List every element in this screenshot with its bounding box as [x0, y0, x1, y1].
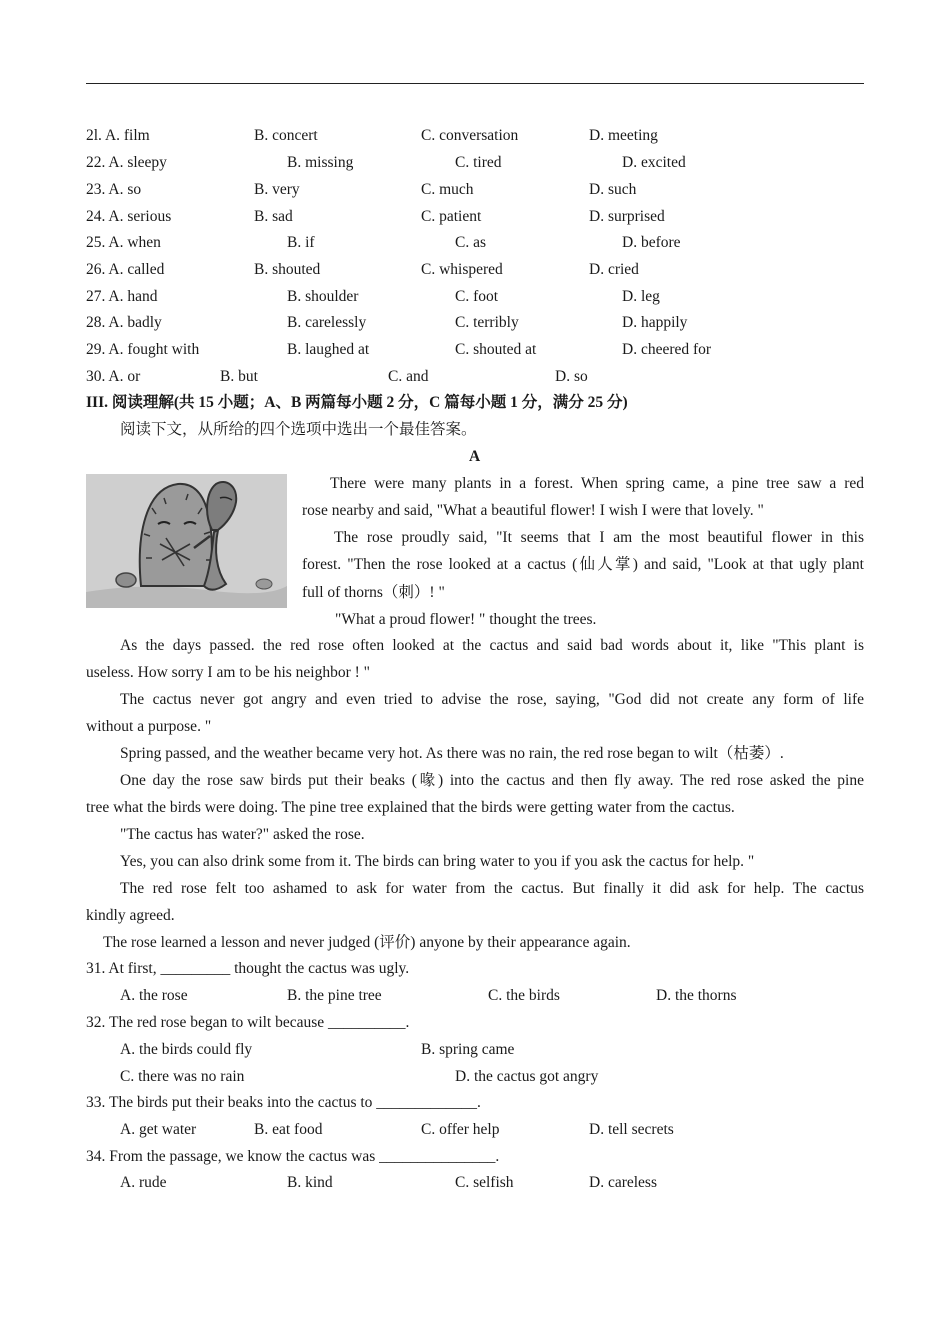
option-26d: D. cried: [589, 261, 639, 278]
question-32-stem: 32. The red rose began to wilt because __________.: [86, 1014, 410, 1031]
option-21b: B. concert: [254, 127, 318, 144]
option-22b: B. missing: [287, 154, 354, 171]
question-34-option-c: C. selfish: [455, 1174, 514, 1191]
option-22c: C. tired: [455, 154, 502, 171]
option-27b: B. shoulder: [287, 288, 359, 305]
question-31-option-d: D. the thorns: [656, 987, 737, 1004]
question-33-option-a: A. get water: [120, 1121, 197, 1138]
question-34-option-b: B. kind: [287, 1174, 333, 1191]
passage-p2-line3: full of thorns（刺）! ": [302, 584, 445, 601]
option-24b: B. sad: [254, 208, 293, 225]
passage-p2-line1: The rose proudly said, "It seems that I am the most beautiful flower in this: [334, 529, 864, 546]
option-30b: B. but: [220, 368, 258, 385]
question-33-stem: 33. The birds put their beaks into the cactus to _____________.: [86, 1094, 481, 1111]
cactus-rose-illustration: [86, 474, 287, 608]
cartoon-image: [86, 474, 287, 608]
option-24a: 24. A. serious: [86, 208, 172, 225]
question-32-option-d: D. the cactus got angry: [455, 1068, 599, 1085]
question-31-option-a: A. the rose: [120, 987, 188, 1004]
passage-p1-line2: rose nearby and said, "What a beautiful flower! I wish I were that lovely. ": [302, 502, 764, 519]
passage-p9: Yes, you can also drink some from it. The birds can bring water to you if you ask the cactus for help. ": [120, 853, 755, 870]
option-25c: C. as: [455, 234, 486, 251]
option-25b: B. if: [287, 234, 315, 251]
passage-p3: "What a proud flower! " thought the trees.: [335, 611, 597, 628]
passage-p5-line1: The cactus never got angry and even tried to advise the rose, saying, "God did not create any form of life: [120, 691, 864, 708]
option-26c: C. whispered: [421, 261, 503, 278]
option-22d: D. excited: [622, 154, 686, 171]
option-21d: D. meeting: [589, 127, 658, 144]
option-21a: 2l. A. film: [86, 127, 150, 144]
passage-p10-line2: kindly agreed.: [86, 907, 175, 924]
option-23b: B. very: [254, 181, 300, 198]
question-33-option-d: D. tell secrets: [589, 1121, 674, 1138]
passage-p11: The rose learned a lesson and never judged (评价) anyone by their appearance again.: [103, 934, 631, 951]
question-32-option-c: C. there was no rain: [120, 1068, 245, 1085]
option-25d: D. before: [622, 234, 681, 251]
question-34-option-a: A. rude: [120, 1174, 167, 1191]
option-29b: B. laughed at: [287, 341, 370, 358]
option-30c: C. and: [388, 368, 429, 385]
option-30d: D. so: [555, 368, 588, 385]
option-27c: C. foot: [455, 288, 499, 305]
passage-p6: Spring passed, and the weather became very hot. As there was no rain, the red rose began to wilt（枯萎）.: [120, 745, 784, 762]
option-28a: 28. A. badly: [86, 314, 162, 331]
option-24d: D. surprised: [589, 208, 665, 225]
option-28d: D. happily: [622, 314, 688, 331]
passage-p7-line1: One day the rose saw birds put their beaks (喙) into the cactus and then fly away. The red rose asked the pine: [120, 772, 864, 789]
option-23a: 23. A. so: [86, 181, 142, 198]
option-27d: D. leg: [622, 288, 660, 305]
option-28b: B. carelessly: [287, 314, 367, 331]
option-24c: C. patient: [421, 208, 482, 225]
passage-p8: "The cactus has water?" asked the rose.: [120, 826, 365, 843]
option-29c: C. shouted at: [455, 341, 537, 358]
option-30a: 30. A. or: [86, 368, 141, 385]
option-29d: D. cheered for: [622, 341, 712, 358]
question-33-option-b: B. eat food: [254, 1121, 323, 1138]
option-25a: 25. A. when: [86, 234, 161, 251]
section-heading: III. 阅读理解(共 15 小题；A、B 两篇每小题 2 分，C 篇每小题 1 分，满分 25 分): [86, 394, 628, 411]
option-26a: 26. A. called: [86, 261, 165, 278]
passage-title: A: [469, 448, 481, 465]
option-22a: 22. A. sleepy: [86, 154, 167, 171]
option-23c: C. much: [421, 181, 474, 198]
option-29a: 29. A. fought with: [86, 341, 200, 358]
option-27a: 27. A. hand: [86, 288, 158, 305]
passage-p4-line1: As the days passed. the red rose often looked at the cactus and said bad words about it, like "This plant is: [120, 637, 864, 654]
option-28c: C. terribly: [455, 314, 519, 331]
passage-p4-line2: useless. How sorry I am to be his neighbor ! ": [86, 664, 370, 681]
section-instruction: 阅读下文，从所给的四个选项中选出一个最佳答案。: [120, 421, 477, 438]
question-31-stem: 31. At first, _________ thought the cactus was ugly.: [86, 960, 410, 977]
question-31-option-c: C. the birds: [488, 987, 560, 1004]
question-34-stem: 34. From the passage, we know the cactus was _______________.: [86, 1148, 500, 1165]
question-32-option-b: B. spring came: [421, 1041, 515, 1058]
question-33-option-c: C. offer help: [421, 1121, 500, 1138]
passage-p2-line2: forest. "Then the rose looked at a cactus (仙人掌) and said, "Look at that ugly plant: [302, 556, 864, 573]
passage-p1-line1: There were many plants in a forest. When spring came, a pine tree saw a red: [330, 475, 864, 492]
option-21c: C. conversation: [421, 127, 519, 144]
question-32-option-a: A. the birds could fly: [120, 1041, 253, 1058]
question-34-option-d: D. careless: [589, 1174, 657, 1191]
passage-p7-line2: tree what the birds were doing. The pine tree explained that the birds were getting water from the cactus.: [86, 799, 735, 816]
question-31-option-b: B. the pine tree: [287, 987, 382, 1004]
passage-p10-line1: The red rose felt too ashamed to ask for water from the cactus. But finally it did ask for help. The cactus: [120, 880, 864, 897]
header-rule: [86, 83, 864, 84]
passage-p5-line2: without a purpose. ": [86, 718, 212, 735]
option-26b: B. shouted: [254, 261, 321, 278]
option-23d: D. such: [589, 181, 637, 198]
